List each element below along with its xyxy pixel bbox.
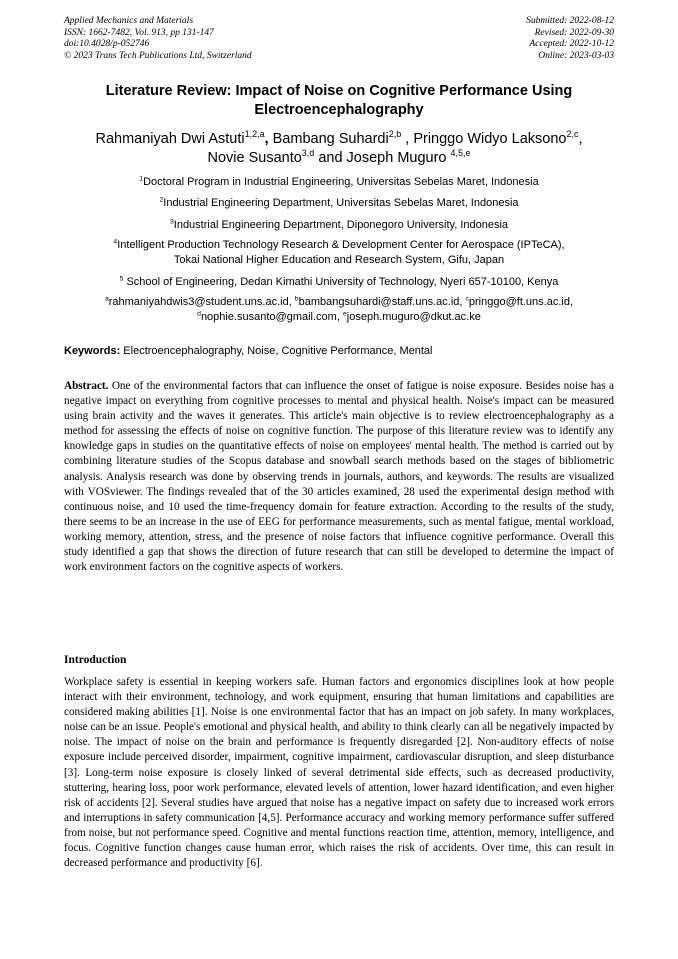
author-line-2 — [40, 149, 638, 168]
keywords-text: Electroencephalography, Noise, Cognitive Performance, Mental — [120, 345, 433, 357]
affiliation-sup: 4 — [113, 238, 118, 246]
author-name: Novie Susanto — [207, 150, 302, 166]
affiliation-2 — [50, 196, 628, 211]
paper-title — [64, 82, 614, 119]
affiliation-sup: 1 — [139, 175, 144, 183]
author-separator: , — [578, 131, 583, 147]
affiliation-4 — [50, 238, 628, 268]
abstract-label: Abstract. — [64, 380, 109, 392]
author-separator: , — [401, 131, 414, 147]
title-line-1: Literature Review: Impact of Noise on Cognitive Performance Using — [105, 83, 573, 99]
keywords-label: Keywords: — [64, 345, 121, 357]
abstract — [64, 379, 614, 575]
author-sup: 2,c — [566, 129, 579, 140]
affiliation-sup: 3 — [169, 218, 174, 226]
author-line-1 — [40, 130, 638, 149]
section-heading-introduction: Introduction — [64, 654, 127, 666]
affiliation-text: Industrial Engineering Department, Diponegoro University, Indonesia — [173, 219, 509, 231]
affiliation-text: Industrial Engineering Department, Universitas Sebelas Maret, Indonesia — [163, 197, 519, 209]
email-sup: a — [104, 295, 109, 303]
introduction-paragraph: Workplace safety is essential in keeping workers safe. Human factors and ergonomics disciplines look at how people interact with their environment, technology, and work equipment, ensuring that human limitations and capabilities are considered making abilities [1]. Noise is one environmental factor that has an impact on job safety. In many workplaces, noise can be an issue. People's emotional and physical health, and ability to think clearly can all be negatively impacted by noise. The impact of noise on the brain and performance is frequently disregarded [2]. Non-auditory effects of noise exposure include perceived disorder, impairment, cognitive impairment, cardiovascular disruption, and sleep disturbance [3]. Long-term noise exposure is closely linked of several detrimental side effects, such as decreased productivity, stuttering, hearing loss, poor work performance, elevated levels of attention, lower hazard identification, and even higher risk of accidents [2]. Several studies have argued that noise has a negative impact on safety due to increased work errors and interruptions in safety communication [4,5]. Performance accuracy and working memory performance suffer suffered from noise, but not performance speed. Cognitive and mental functions reaction time, attention, memory, intelligence, and focus. Cognitive function changes cause human error, which raises the risk of accidents. Over time, this can result in decreased performance and productivity [6]. — [64, 676, 614, 870]
author-list — [40, 130, 638, 168]
affiliation-3 — [50, 218, 628, 233]
dates-header — [526, 16, 614, 62]
author-sup: 1,2,a — [244, 129, 265, 140]
accepted-date: Accepted: 2022-10-12 — [529, 39, 614, 49]
author-name: Pringgo Widyo Laksono — [413, 131, 567, 147]
affiliation-text-line-2: Tokai National Higher Education and Research System, Gifu, Japan — [173, 254, 505, 266]
journal-header — [64, 16, 252, 62]
copyright: © 2023 Trans Tech Publications Ltd, Switzerland — [64, 50, 252, 61]
email-sup: e — [342, 310, 347, 318]
email: joseph.muguro@dkut.ac.ke — [346, 311, 481, 323]
affiliation-5 — [50, 275, 628, 290]
author-separator: , — [264, 131, 273, 147]
revised-date: Revised: 2022-09-30 — [534, 27, 614, 38]
email-line-2 — [50, 310, 628, 325]
email: rahmaniyahdwis3@student.uns.ac.id, — [108, 296, 295, 308]
author-name: Bambang Suhardi — [272, 131, 389, 147]
title-line-2: Electroencephalography — [254, 101, 424, 118]
author-sup: 3,d — [301, 148, 315, 159]
email-sup: b — [294, 295, 299, 303]
doi: doi:10.4028/p-052746 — [64, 39, 150, 49]
author-name: Rahmaniyah Dwi Astuti — [95, 131, 245, 147]
email: bambangsuhardi@staff.uns.ac.id, — [298, 296, 466, 308]
affiliation-1 — [50, 175, 628, 190]
email: nophie.susanto@gmail.com, — [200, 311, 343, 323]
affiliation-sup: 2 — [159, 196, 164, 204]
author-emails — [50, 295, 628, 325]
email-line-1 — [50, 295, 628, 310]
email-sup: d — [197, 310, 201, 318]
submitted-date: Submitted: 2022-08-12 — [526, 16, 614, 26]
email: pringgo@ft.uns.ac.id, — [468, 296, 574, 308]
keywords — [64, 344, 624, 359]
online-date: Online: 2023-03-03 — [538, 50, 614, 61]
author-name: Joseph Muguro — [346, 150, 447, 166]
author-sup: 2,b — [388, 129, 402, 140]
issn-volume: ISSN: 1662-7482, Vol. 913, pp 131-147 — [64, 27, 214, 38]
affiliation-sup: 5 — [119, 275, 124, 283]
author-separator: and — [314, 150, 347, 166]
journal-name: Applied Mechanics and Materials — [64, 16, 194, 26]
email-sup: c — [465, 295, 469, 303]
affiliation-text: Intelligent Production Technology Research & Development Center for Aerospace (IPTeCA), — [117, 239, 565, 251]
affiliation-text: Doctoral Program in Industrial Engineering, Universitas Sebelas Maret, Indonesia — [143, 176, 539, 188]
abstract-text: One of the environmental factors that can influence the onset of fatigue is noise exposure. Besides noise has a negative impact on everything from cognitive processes to mental and physical health. Noise's impact can be measured using brain activity and the waves it generates. This article's main objective is to review electroencephalography as a method for assessing the effects of noise on cognitive function. The purpose of this literature review was to identify any knowledge gaps in studies on the quantitative effects of noise on employees' mental health. The method is carried out by combining literature studies of the Scopus database and snowball search methods based on the stages of bibliometric analysis. Analysis research was done by observing trends in journals, authors, and keywords. The results are visualized with VOSviewer. The findings revealed that of the 30 articles examined, 28 used the experimental design method with continuous noise, and 10 used the time-frequency domain for feature extraction. According to the results of the study, there seems to be an increase in the use of EEG for performance measurements, such as mental fatigue, mental workload, working memory, attention, stress, and the presence of noise factors that influence cognitive performance. Overall this study identified a gap that shows the direction of future research that can still be developed to determine the impact of work environment factors on the cognitive aspects of workers. — [64, 380, 614, 574]
affiliation-text: School of Engineering, Dedan Kimathi University of Technology, Nyeri 657-10100, Kenya — [123, 276, 559, 288]
author-sup: 4,5,e — [450, 148, 471, 159]
